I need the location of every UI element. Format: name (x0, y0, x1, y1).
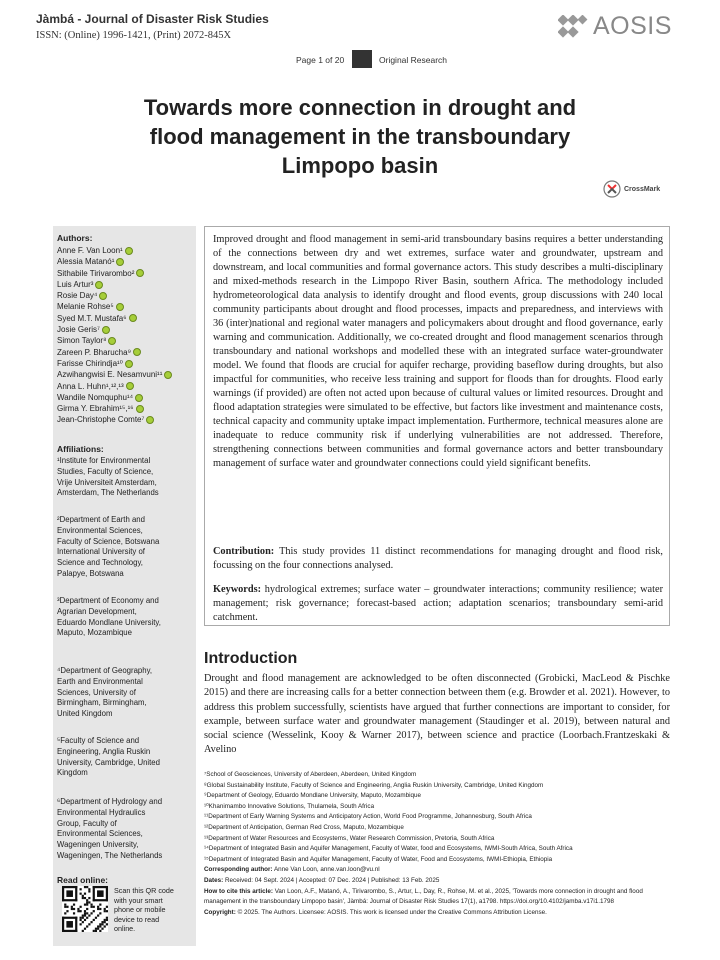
affiliation-6: ⁶Department of Hydrology and Environmental Hydraulics Group, Faculty of Environmental Sciences, Wageningen University, Wageningen, The Netherlands (57, 797, 163, 860)
author-item (57, 301, 172, 312)
author-name: Melanie Rohse⁵ (57, 302, 114, 312)
orcid-icon[interactable] (135, 394, 143, 402)
orcid-icon[interactable] (99, 292, 107, 300)
cite-value: Van Loon, A.F., Matanó, A., Tirivarombo, S., Artur, L., Day, R., Rohse, M. et al., 2025, 'Towards more connection in drought and flood management in the transboundary Limpopo basin', Jàmbá: Journal of Disaster Risk Studies 17(1), a1798. https://doi.org/10.4102/jamba.v17i1.1798 (204, 887, 643, 906)
footnote-affiliation: ¹⁴Department of Integrated Basin and Aquifer Management, Faculty of Water, food and Ecosystems, IWMI-South Africa, South Africa (204, 845, 573, 853)
contribution-label: Contribution: (213, 546, 275, 557)
author-name: Wandile Nomquphu¹⁴ (57, 392, 134, 402)
author-name: Simon Taylor⁸ (57, 336, 107, 346)
affiliation-2: ²Department of Earth and Environmental Sciences, Faculty of Science, Botswana International University of Science and Technology, Palapye, Botswana (57, 515, 160, 578)
author-item (57, 335, 172, 346)
copyright-label: Copyright: (204, 908, 236, 916)
corresponding-label: Corresponding author: (204, 866, 273, 874)
author-name: Rosie Day⁴ (57, 291, 98, 301)
footnote-affiliation: ¹³Department of Water Resources and Ecosystems, Water Research Commission, Pretoria, South Africa (204, 834, 495, 842)
publisher-logo[interactable] (558, 12, 672, 41)
author-item (57, 403, 172, 414)
author-item (57, 313, 172, 324)
author-item (57, 324, 172, 335)
footnote-affiliation: ¹¹Department of Early Warning Systems and Anticipatory Action, World Food Programme, Johannesburg, South Africa (204, 813, 532, 821)
author-name: Anne F. Van Loon¹ (57, 246, 123, 255)
qr-code-icon[interactable] (62, 886, 108, 932)
author-name: Girma Y. Ebrahim¹⁵,¹⁶ (57, 404, 134, 414)
affiliation-3: ³Department of Economy and Agrarian Development, Eduardo Mondlane University, Maputo, Mozambique (57, 596, 161, 638)
orcid-icon[interactable] (136, 405, 144, 413)
dates-label: Dates: (204, 876, 224, 884)
contribution-text: This study provides 11 distinct recommendations for managing drought and flood risk, focussing on the four connections analysed. (213, 546, 664, 571)
copyright-value: © 2025. The Authors. Licensee: AOSIS. This work is licensed under the Creative Commons Attribution License. (237, 908, 547, 916)
orcid-icon[interactable] (129, 314, 137, 322)
orcid-icon[interactable] (146, 416, 154, 424)
footnote-affiliation: ¹⁵Department of Integrated Basin and Aquifer Management, Faculty of Water, Food and Ecosystems, IWMI-Ethiopia, Ethiopia (204, 855, 553, 863)
footnote-affiliations (204, 770, 670, 865)
article-title: Towards more connection in drought and flood management in the transboundary Limpopo basin (143, 95, 577, 178)
issn: ISSN: (Online) 1996-1421, (Print) 2072-845X (36, 30, 232, 41)
author-name: Syed M.T. Mustafa⁶ (57, 313, 127, 323)
author-item (57, 290, 172, 301)
aosis-logo-icon (558, 15, 588, 39)
orcid-icon[interactable] (133, 348, 141, 356)
keywords-label: Keywords: (213, 584, 262, 595)
affiliation-4: ⁴Department of Geography, Earth and Environmental Sciences, University of Birmingham, Birmingham, United Kingdom (57, 666, 153, 719)
orcid-icon[interactable] (126, 382, 134, 390)
copyright (204, 908, 670, 919)
author-name: Azwihangwisi E. Nesamvuni¹¹ (57, 370, 163, 380)
orcid-icon[interactable] (102, 326, 110, 334)
authors-heading: Authors: (57, 233, 93, 243)
read-online-heading: Read online: (57, 875, 109, 885)
introduction-text: Drought and flood management are acknowledged to be often disconnected (Grobicki, MacLeod & Pischke 2015) and there are increasing calls for a better connection between them (e.g. Browder et al. 2021). However, to address this problem successfully, scientists have argued that further connections are important to consider, for example, between surface water and groundwater management (Staudinger et al. 2019), between natural and social science (Wesselink, Kooy & Warner 2017), between science and practice (Loorbach.Frantzeskaki & Avelino (204, 673, 670, 756)
author-item (57, 414, 172, 425)
author-item (57, 369, 172, 380)
page-divider-block (352, 50, 372, 68)
author-name: Luis Artur³ (57, 279, 94, 289)
author-name: Jean-Christophe Comte⁷ (57, 415, 145, 425)
affiliations-heading: Affiliations: (57, 444, 104, 454)
author-name: Alessia Matanó¹ (57, 257, 115, 267)
footnote-affiliation: ⁷School of Geosciences, University of Aberdeen, Aberdeen, United Kingdom (204, 771, 417, 778)
author-list (57, 245, 172, 426)
orcid-icon[interactable] (136, 269, 144, 277)
author-item (57, 268, 172, 279)
author-name: Sithabile Tirivarombo² (57, 268, 135, 278)
contribution (213, 545, 663, 573)
footnote-affiliation: ¹²Department of Anticipation, German Red Cross, Maputo, Mozambique (204, 823, 404, 831)
orcid-icon[interactable] (164, 371, 172, 379)
qr-instructions: Scan this QR code with your smart phone or mobile device to read online. (114, 886, 174, 933)
orcid-icon[interactable] (116, 303, 124, 311)
author-name: Josie Geris⁷ (57, 325, 100, 335)
dates-value: Received: 04 Sept. 2024 | Accepted: 07 Dec. 2024 | Published: 13 Feb. 2025 (225, 876, 440, 884)
footnotes (204, 770, 670, 918)
keywords-text: hydrological extremes; surface water – groundwater interactions; community resilience; water management; risk governance; forecast-based action; adaptation scenarios; transboundary semi-arid catchment. (213, 584, 663, 623)
author-name: Zareen P. Bharucha⁹ (57, 347, 131, 357)
orcid-icon[interactable] (125, 360, 133, 368)
author-item (57, 392, 172, 403)
how-to-cite (204, 887, 670, 908)
author-item (57, 381, 172, 392)
author-name: Anna L. Huhn¹,¹²,¹³ (57, 381, 124, 391)
affiliation-5: ⁵Faculty of Science and Engineering, Anglia Ruskin University, Cambridge, United Kingdom (57, 736, 160, 778)
orcid-icon[interactable] (95, 281, 103, 289)
aosis-wordmark: AOSIS (593, 12, 672, 40)
footnote-affiliation: ¹⁰Khanimambo Innovative Solutions, Thulamela, South Africa (204, 802, 375, 810)
orcid-icon[interactable] (125, 247, 133, 255)
orcid-icon[interactable] (116, 258, 124, 266)
author-item (57, 358, 172, 369)
crossmark-label: CrossMark (624, 185, 661, 193)
footnote-affiliation: ⁹Department of Geology, Eduardo Mondlane University, Maputo, Mozambique (204, 792, 422, 800)
dates (204, 876, 670, 887)
corresponding-value[interactable]: Anne Van Loon, anne.van.loon@vu.nl (273, 866, 380, 874)
author-item (57, 347, 172, 358)
crossmark-icon (603, 180, 621, 198)
author-item (57, 279, 172, 290)
crossmark-badge[interactable] (603, 180, 660, 198)
author-item (57, 245, 172, 256)
article-type: Original Research (379, 55, 448, 65)
introduction-heading: Introduction (204, 650, 298, 667)
corresponding-author (204, 865, 670, 876)
page-info: Page 1 of 20 (296, 55, 345, 65)
orcid-icon[interactable] (108, 337, 116, 345)
cite-label: How to cite this article: (204, 887, 273, 895)
footnote-affiliation: ⁸Global Sustainability Institute, Faculty of Science and Engineering, Anglia Ruskin University, Cambridge, United Kingdom (204, 781, 544, 789)
affiliation-1: ¹Institute for Environmental Studies, Faculty of Science, Vrije Universiteit Amsterdam, Amsterdam, The Netherlands (57, 456, 159, 498)
journal-name: Jàmbá - Journal of Disaster Risk Studies (36, 12, 269, 26)
keywords (213, 583, 663, 625)
author-name: Farisse Chirindja¹⁰ (57, 358, 123, 368)
read-online-block (62, 886, 178, 934)
author-item (57, 256, 172, 267)
abstract-text: Improved drought and flood management in semi-arid transboundary basins requires a better understanding of the connections between dry and wet extremes, surface water and groundwater, upstream and downstream, and local communities and formal governance actors. This study describes a multi-disciplinary and mixed-methods research in the Limpopo River Basin, southern Africa. The methodology included hydrometeorological data analysis to identify drought and flood events, group discussions with 240 local community participants about drought and flood processes, impacts and preparedness, and interviews with 36 (inter)national and regional water managers and policymakers about drought and flood governance, early warning and communication. Additionally, we co-created drought and flood management scenarios through transboundary and national workshops and modelled these with an integrated surface water-groundwater model. We found that floods are crucial for aquifer recharge, providing baseflow during droughts, but also impactful for communities, who receive less training and support for floods than for droughts. Flood early warnings (if provided) are often not acted upon because of cultural values or limited resources. Drought and flood adaptation strategies were simulated to be effective, but factors like investment and maintenance costs, technical capacity and community uptake impact implementation. Furthermore, technical measures alone are inadequate to reduce community risk if underlying vulnerabilities are not addressed. Therefore, strengthening connections between communities and formal governance actors and better transboundary management of surface water and groundwater connections could yield significant benefits. (213, 234, 663, 469)
